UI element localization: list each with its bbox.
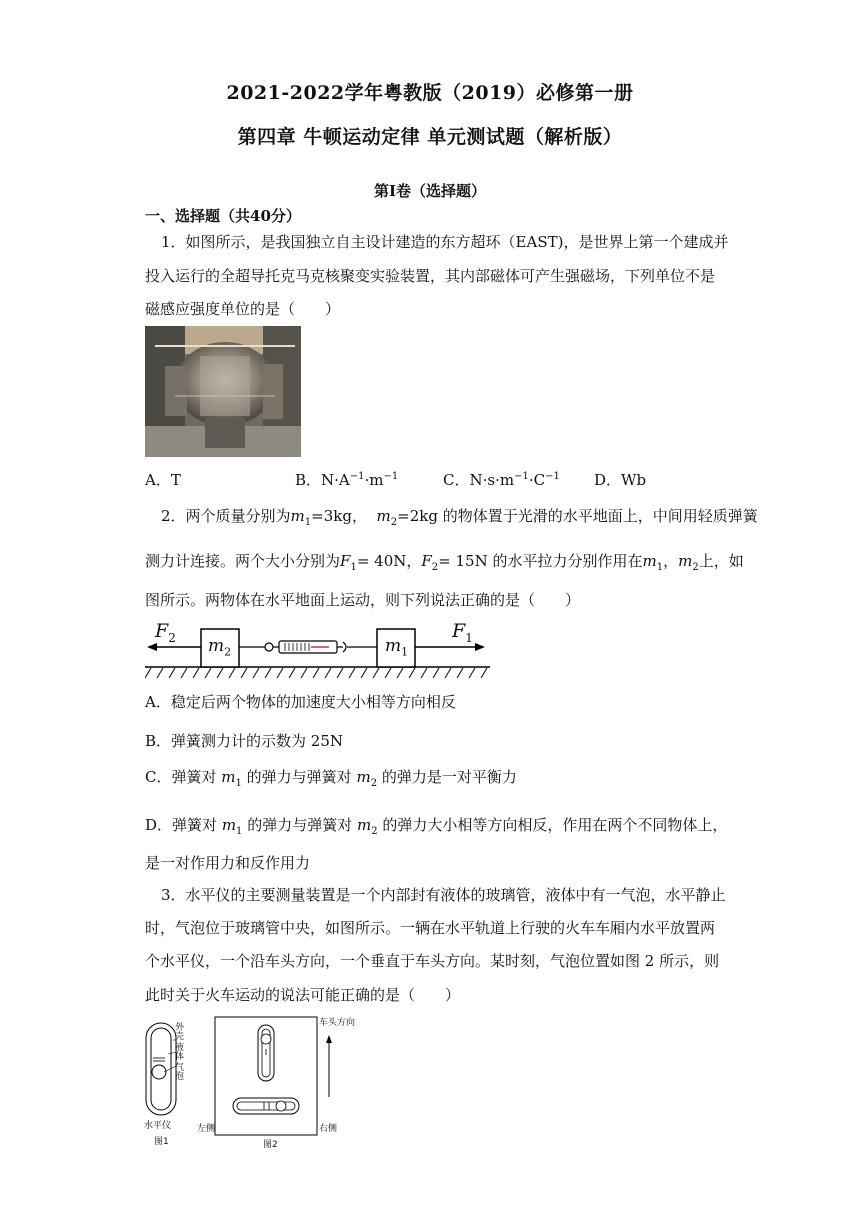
fig1-caption-name: 水平仪 [144,1121,172,1131]
section-heading: 一、选择题（共40分） [145,207,301,225]
q1-text-line3: 磁感应强度单位的是（ ） [145,300,341,318]
fig2-label-right: 右侧 [319,1124,338,1134]
q2-text-line2: 测力计连接。两个大小分别为$F_1= 40N$，$F_2= 15N$ 的水平拉力分别作用在$m_1$，$m_2$上，如 [145,552,744,573]
q1-text-line2: 投入运行的全超导托克马克核聚变实验装置，其内部磁体可产生强磁场，下列单位不是 [145,267,716,285]
document-title: 2021-2022学年粤教版（2019）必修第一册 [226,82,634,104]
fig1-caption: 图1 [154,1137,169,1147]
q1-option-c: C．$N\cdot s\cdot m^{-1}\cdot C^{-1}$ [443,471,560,489]
fig2-label-direction: 车头方向 [319,1018,356,1028]
q2-option-c: C．弹簧对 $m_1$ 的弹力与弹簧对 $m_2$ 的弹力是一对平衡力 [145,768,517,789]
fig-label-m1: $m_1$ [385,636,409,659]
volume-heading: 第Ⅰ卷（选择题） [373,182,487,200]
fig2-label-left: 左侧 [197,1124,216,1134]
q3-text-line3: 个水平仪，一个沿车头方向，一个垂直于车头方向。某时刻，气泡位置如图 2 所示，则 [145,952,720,970]
east-tokamak-photo [145,326,301,457]
q2-spring-diagram [145,620,490,686]
q1-text-line1: 1．如图所示，是我国独立自主设计建造的东方超环（EAST)，是世界上第一个建成并 [161,233,729,251]
fig-label-f1: $F_1$ [452,620,473,645]
q2-text-line1: 2．两个质量分别为$m_1=3kg$， $m_2=2kg$ 的物体置于光滑的水平地面上，中间用轻质弹簧 [161,507,758,528]
q3-text-line1: 3．水平仪的主要测量装置是一个内部封有液体的玻璃管，液体中有一气泡，水平静止 [161,886,726,904]
q2-option-d: D．弹簧对 $m_1$ 的弹力与弹簧对 $m_2$ 的弹力大小相等方向相反，作用在两个不同物体上， [145,816,728,837]
q3-text-line4: 此时关于火车运动的说法可能正确的是（ ） [145,986,461,1004]
fig1-label-bubble: 气泡 [175,1063,185,1082]
fig1-label-shell: 外壳 [175,1023,185,1042]
q3-text-line2: 时，气泡位于玻璃管中央，如图所示。一辆在水平轨道上行驶的火车车厢内水平放置两 [145,919,716,937]
fig2-caption: 图2 [263,1140,278,1150]
fig-label-f2: $F_2$ [155,620,176,645]
fig1-label-liquid: 液体 [175,1043,185,1062]
fig-label-m2: $m_2$ [208,636,232,659]
q1-option-d: D．Wb [594,471,647,489]
q3-figure1-level [140,1018,200,1148]
q2-text-line3: 图所示。两物体在水平地面上运动，则下列说法正确的是（ ） [145,591,581,609]
document-subtitle: 第四章 牛顿运动定律 单元测试题（解析版） [237,126,623,148]
q2-option-d-line2: 是一对作用力和反作用力 [145,854,311,872]
q2-option-a: A．稳定后两个物体的加速度大小相等方向相反 [145,693,456,711]
q3-figure2-train [195,1015,356,1150]
q1-option-a: A．T [145,471,181,489]
q2-option-b: B．弹簧测力计的示数为 25N [145,732,344,750]
q1-option-b: B．$N\cdot A^{-1}\cdot m^{-1}$ [295,471,399,489]
